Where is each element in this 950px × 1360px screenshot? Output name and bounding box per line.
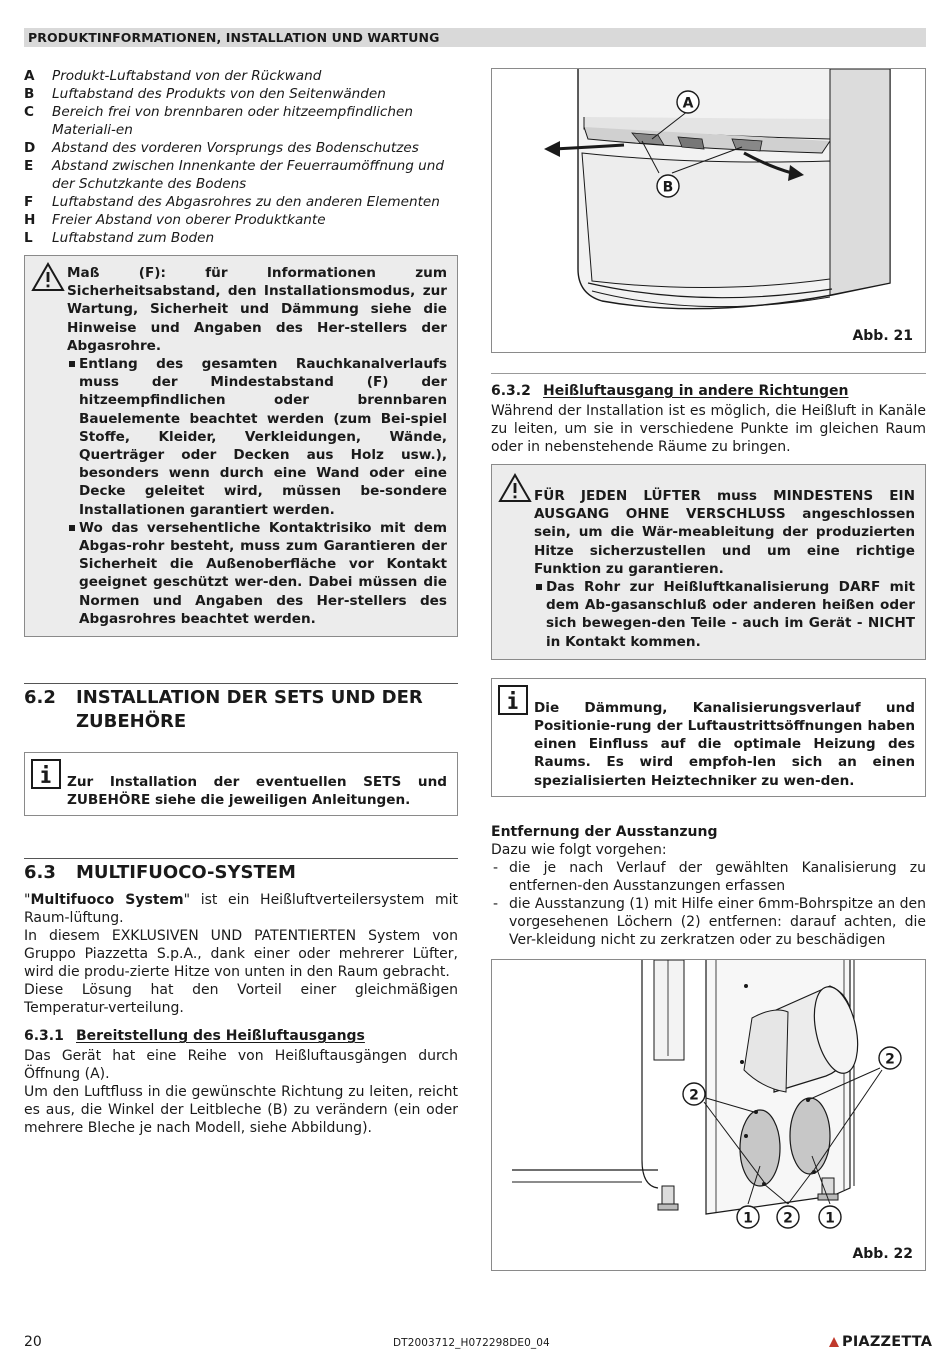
section-6-3-1-paragraph: Um den Luftfluss in die gewünschte Richtung zu leiten, reicht es aus, die Winkel der Leitbleche (B) zu verändern (ein oder mehrere Bleche je nach Modell, siehe Abbildung). — [24, 1084, 458, 1137]
info-text: Die Dämmung, Kanalisierungsverlauf und Positionie-rung der Luftaustrittsöffnungen haben einen Einfluss auf die optimale Heizung des Raums. Es wird empfoh-len sich an einen spezialisierten Heiztechniker zu wen-den. — [534, 699, 915, 789]
legend-item: D Abstand des vorderen Vorsprungs des Bodenschutzes — [24, 140, 419, 156]
legend-item: E Abstand zwischen Innenkante der Feuerraumöffnung und der Schutzkante des Bodens — [24, 158, 445, 192]
callout-label-1: 1 — [743, 1210, 753, 1227]
section-6-3-1-title: 6.3.1 Bereitstellung des Heißluftausgangs — [24, 1028, 365, 1045]
section-6-3-paragraph: Diese Lösung hat den Vorteil einer gleichmäßigen Temperatur-verteilung. — [24, 982, 458, 1017]
brand-mark-icon — [828, 1336, 840, 1348]
figure-caption: Abb. 22 — [852, 1245, 913, 1262]
info-box-sets — [24, 752, 458, 816]
legend-item: F Luftabstand des Abgasrohres zu den anderen Elementen — [24, 194, 440, 210]
warning-bullet: Wo das versehentliche Kontaktrisiko mit dem Abgas-rohr besteht, muss zum Garantieren der Sicherheit die Außenoberfläche vor Kontakt geeignet geschützt wer-den. Dabei müssen die Normen und Angaben des Her-stellers des Abgasrohres beachtet werden. — [67, 519, 447, 628]
warning-lead: Maß (F): für Informationen zum Sicherheitsabstand, den Installationsmodus, zur Wartung, Sicherheit und Dämmung siehe die Hinweise und Angaben des Her-stellers der Abgasrohre. — [67, 265, 447, 354]
removal-steps — [491, 859, 926, 949]
knockout-illustration — [492, 960, 925, 1270]
left-column — [24, 67, 458, 1137]
figure-22 — [491, 959, 926, 1271]
legend-item: B Luftabstand des Produkts von den Seitenwänden — [24, 86, 386, 102]
page-number: 20 — [24, 1334, 42, 1350]
removal-step: - die Ausstanzung (1) mit Hilfe einer 6mm-Bohrspitze an den vorgesehenen Löchern (2) entfernen: darauf achten, die Ver-kleidung nicht zu zerkratzen oder zu beschädigen — [491, 895, 926, 949]
brand-name: PIAZZETTA — [842, 1334, 933, 1350]
section-6-3-intro: "Multifuoco System" ist ein Heißluftverteilersystem mit Raum-lüftung. — [24, 892, 458, 927]
callout-label-2: 2 — [885, 1051, 895, 1068]
section-rule — [24, 683, 458, 684]
warning-bullet: Das Rohr zur Heißluftkanalisierung DARF mit dem Ab-gasanschluß oder anderen heißen oder sich bewegen-den Teile - auch im Gerät - NICHT in Kontakt kommen. — [534, 578, 915, 651]
warning-box-fan — [491, 464, 926, 660]
legend-item: H Freier Abstand von oberer Produktkante — [24, 212, 326, 228]
stove-outlet-illustration — [492, 69, 925, 352]
section-rule — [491, 373, 926, 374]
info-text: Zur Installation der eventuellen SETS und ZUBEHÖRE siehe die jeweiligen Anleitungen. — [67, 774, 447, 809]
section-rule — [24, 858, 458, 859]
warning-triangle-icon — [31, 262, 65, 292]
section-6-3-2-paragraph: Während der Installation ist es möglich, die Heißluft in Kanäle zu leiten, um sie in verschiedene Punkte im gleichen Raum oder in nebenstehende Räume zu bringen. — [491, 403, 926, 455]
section-6-3-paragraph: In diesem EXKLUSIVEN UND PATENTIERTEN System von Gruppo Piazzetta S.p.A., dank einer oder mehrerer Lüfter, wird die produ-zierte Hitze von unten in den Raum gebracht. — [24, 928, 458, 981]
removal-title: Entfernung der Ausstanzung — [491, 823, 718, 840]
right-column — [491, 68, 926, 1271]
info-icon — [498, 685, 528, 715]
warning-bullet: Entlang des gesamten Rauchkanalverlaufs muss der Mindestabstand (F) der hitzeempfindlichen oder brennbaren Bauelemente beachtet werden (zum Bei-spiel Stoffe, Kleider, Verkleidungen, Wände, Querträger oder Decken aus Holz usw.), besonders wenn durch eine Wand oder eine Decke geleitet wird, müssen be-sondere Installationen garantiert werden. — [67, 355, 447, 519]
figure-21 — [491, 68, 926, 353]
info-icon — [31, 759, 61, 789]
callout-label-a: A — [682, 95, 694, 112]
document-code: DT2003712_H072298DE0_04 — [393, 1337, 550, 1349]
callout-label-b: B — [662, 179, 674, 196]
section-6-2-title: 6.2 INSTALLATION DER SETS UND DER ZUBEHÖRE — [24, 687, 423, 733]
warning-lead: FÜR JEDEN LÜFTER muss MINDESTENS EIN AUSGANG OHNE VERSCHLUSS angeschlossen sein, um die Wär-meableitung der produzierten Hitze sicherzustellen und um eine richtige Funktion zu garantieren. — [534, 488, 915, 577]
legend-item: L Luftabstand zum Boden — [24, 230, 215, 246]
warning-bullets — [534, 578, 915, 651]
header-title: PRODUKTINFORMATIONEN, INSTALLATION UND WARTUNG — [28, 30, 440, 45]
warning-bullets — [67, 355, 447, 628]
section-6-3-title: 6.3 MULTIFUOCO-SYSTEM — [24, 862, 296, 884]
legend-item: A Produkt-Luftabstand von der Rückwand — [24, 68, 322, 84]
figure-caption: Abb. 21 — [852, 328, 913, 344]
system-name: Multifuoco System — [30, 892, 184, 909]
removal-intro: Dazu wie folgt vorgehen: — [491, 841, 667, 858]
header-bar — [24, 28, 926, 47]
info-box-insulation — [491, 678, 926, 797]
callout-label-1: 1 — [825, 1210, 835, 1227]
legend-item: C Bereich frei von brennbaren oder hitzeempfindlichen Materiali-en — [24, 104, 413, 138]
legend-list — [24, 67, 458, 247]
callout-label-2: 2 — [783, 1210, 793, 1227]
section-6-3-1-paragraph: Das Gerät hat eine Reihe von Heißluftausgängen durch Öffnung (A). — [24, 1048, 458, 1083]
warning-triangle-icon — [498, 473, 532, 503]
callout-label-2: 2 — [689, 1087, 699, 1104]
removal-step: - die je nach Verlauf der gewählten Kanalisierung zu entfernen-den Ausstanzungen erfassen — [491, 859, 926, 895]
warning-box-flue — [24, 255, 458, 637]
section-6-3-2-title: 6.3.2 Heißluftausgang in andere Richtungen — [491, 383, 849, 399]
brand-logo — [828, 1334, 932, 1350]
